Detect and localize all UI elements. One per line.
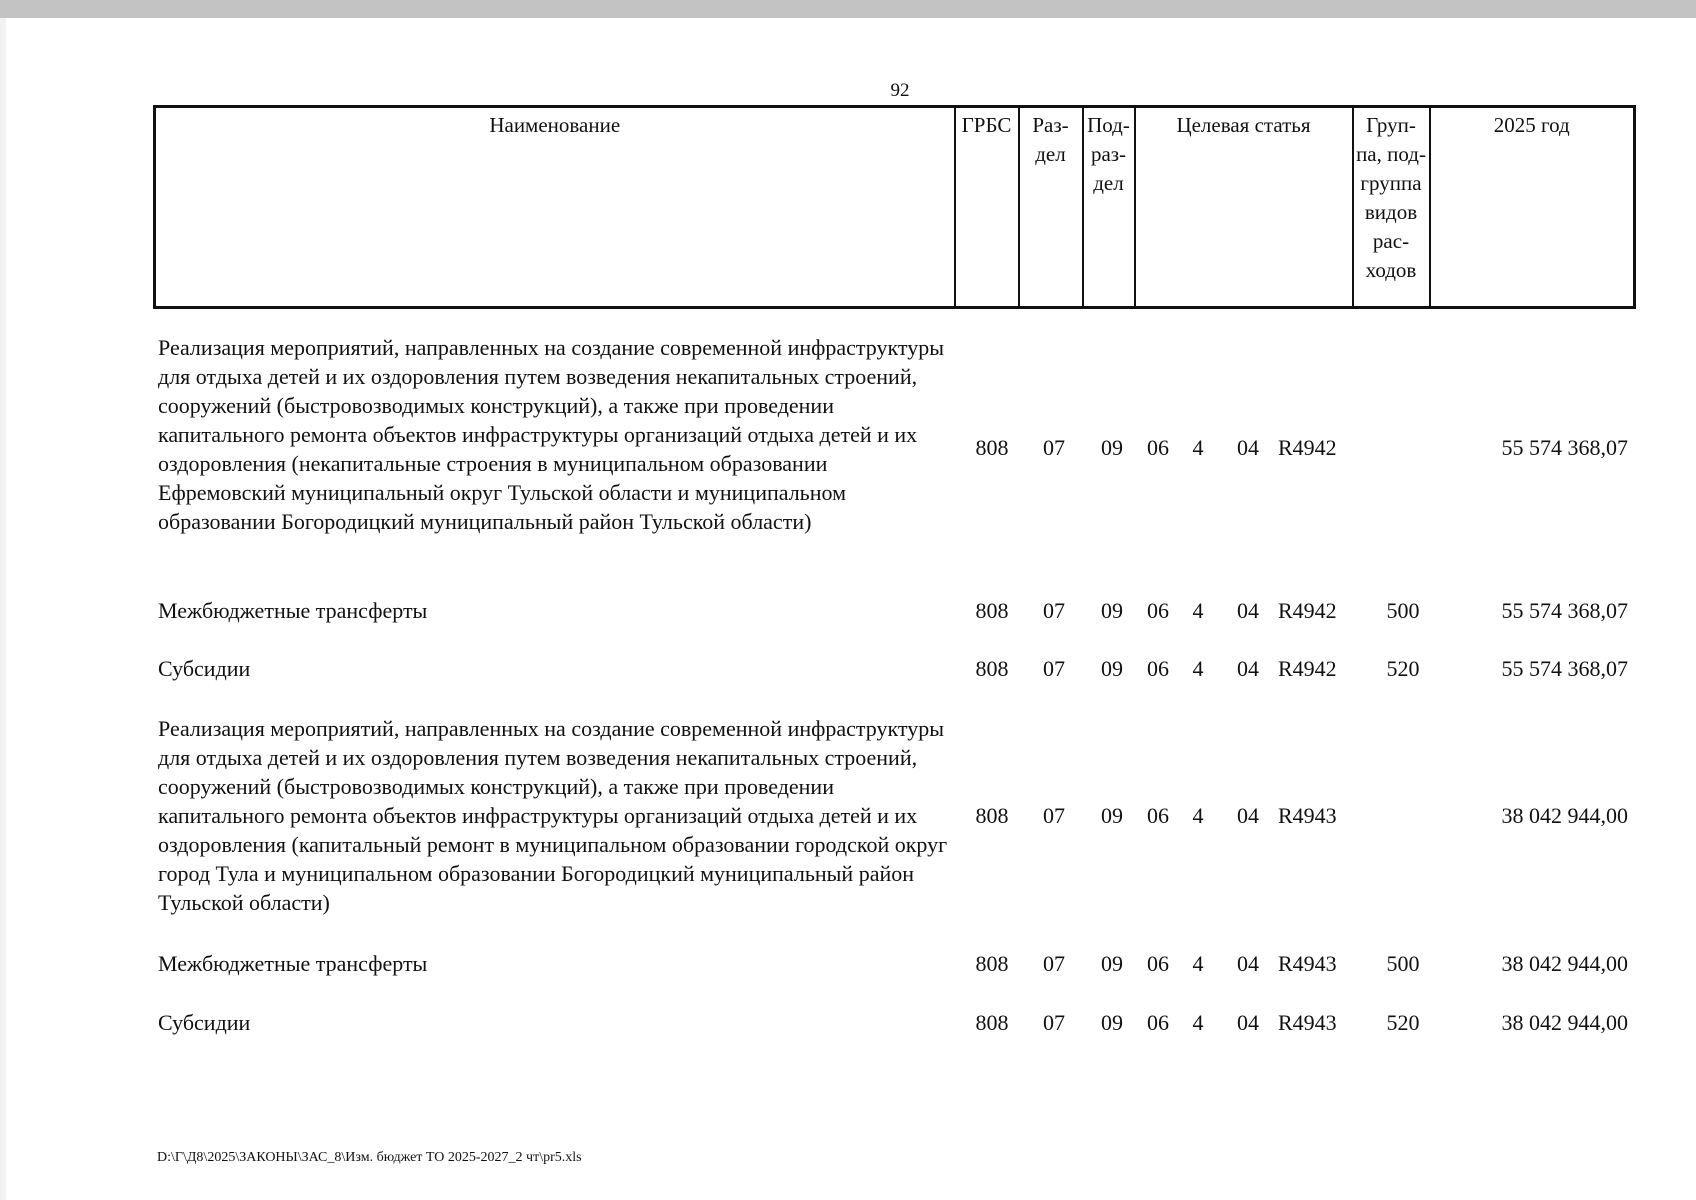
row-target-4: R4942 [1278, 656, 1337, 681]
row-target-4: R4942 [1278, 435, 1337, 460]
row-target-1: 06 [1147, 803, 1169, 828]
row-group: 500 [1386, 951, 1420, 976]
row-target-3: 04 [1237, 1010, 1259, 1035]
header-grbs: ГРБС [955, 107, 1019, 308]
row-sum: 55 574 368,07 [1501, 656, 1628, 681]
row-podrazdel: 09 [1101, 656, 1123, 681]
row-grbs: 808 [975, 951, 1009, 976]
row-target-3: 04 [1237, 435, 1259, 460]
row-sum: 38 042 944,00 [1501, 951, 1628, 976]
row-target-3: 04 [1237, 951, 1259, 976]
row-razdel: 07 [1043, 598, 1065, 623]
row-podrazdel: 09 [1101, 1010, 1123, 1035]
row-target-2: 4 [1192, 435, 1204, 460]
row-name: Реализация мероприятий, направленных на создание современной инфраструктуры для отдыха детей и их оздоровления путем возведения некапитальных строений, сооружений (быстровозводимых конструкций), а также при проведении капитального ремонта объектов инфраструктуры организаций отдыха детей и их оздоровления (некапитальные строения в муниципальном образовании Ефремовский муниципальный округ Тульской области и муниципальном образовании Богородицкий муниципальный район Тульской области) [158, 335, 944, 534]
row-razdel: 07 [1043, 656, 1065, 681]
row-group: 520 [1386, 656, 1420, 681]
row-sum: 38 042 944,00 [1501, 1010, 1628, 1035]
row-razdel: 07 [1043, 803, 1065, 828]
row-target-2: 4 [1192, 598, 1204, 623]
header-podrazdel: Под-раз-дел [1083, 107, 1135, 308]
row-group: 500 [1386, 598, 1420, 623]
row-name: Межбюджетные трансферты [158, 951, 428, 976]
row-grbs: 808 [975, 598, 1009, 623]
row-podrazdel: 09 [1101, 951, 1123, 976]
header-razdel: Раз-дел [1019, 107, 1083, 308]
file-path-footer: D:\Г\Д8\2025\ЗАКОНЫ\ЗАС_8\Изм. бюджет ТО 2025-2027_2 чт\pr5.xls [157, 1150, 582, 1165]
row-target-2: 4 [1192, 951, 1204, 976]
row-podrazdel: 09 [1101, 803, 1123, 828]
row-grbs: 808 [975, 1010, 1009, 1035]
row-name: Реализация мероприятий, направленных на создание современной инфраструктуры для отдыха детей и их оздоровления путем возведения некапитальных строений, сооружений (быстровозводимых конструкций), а также при проведении капитального ремонта объектов инфраструктуры организаций отдыха детей и их оздоровления (капитальный ремонт в муниципальном образовании городской округ город Тула и муниципальном образовании Богородицкий муниципальный район Тульской области) [158, 716, 948, 915]
row-target-2: 4 [1192, 803, 1204, 828]
row-sum: 55 574 368,07 [1501, 435, 1628, 460]
row-grbs: 808 [975, 803, 1009, 828]
row-target-2: 4 [1192, 1010, 1204, 1035]
row-name: Межбюджетные трансферты [158, 598, 428, 623]
row-podrazdel: 09 [1101, 435, 1123, 460]
row-target-1: 06 [1147, 951, 1169, 976]
row-target-2: 4 [1192, 656, 1204, 681]
row-name: Субсидии [158, 1010, 251, 1035]
row-target-3: 04 [1237, 656, 1259, 681]
header-target: Целевая статья [1135, 107, 1353, 308]
row-target-3: 04 [1237, 803, 1259, 828]
row-grbs: 808 [975, 435, 1009, 460]
row-grbs: 808 [975, 656, 1009, 681]
row-sum: 38 042 944,00 [1501, 803, 1628, 828]
row-target-4: R4943 [1278, 1010, 1337, 1035]
row-target-1: 06 [1147, 1010, 1169, 1035]
row-target-4: R4943 [1278, 951, 1337, 976]
row-target-4: R4942 [1278, 598, 1337, 623]
header-group: Груп-па, под-группа видов рас-ходов [1353, 107, 1430, 308]
row-sum: 55 574 368,07 [1501, 598, 1628, 623]
page-number: 92 [890, 80, 910, 101]
column-header-table [153, 105, 1636, 309]
row-name: Субсидии [158, 656, 251, 681]
row-razdel: 07 [1043, 951, 1065, 976]
row-target-3: 04 [1237, 598, 1259, 623]
row-target-4: R4943 [1278, 803, 1337, 828]
row-target-1: 06 [1147, 656, 1169, 681]
header-name: Наименование [155, 107, 955, 308]
row-razdel: 07 [1043, 1010, 1065, 1035]
row-podrazdel: 09 [1101, 598, 1123, 623]
top-scroll-bar [0, 0, 1696, 18]
header-year: 2025 год [1430, 107, 1635, 308]
row-razdel: 07 [1043, 435, 1065, 460]
row-target-1: 06 [1147, 435, 1169, 460]
row-group: 520 [1386, 1010, 1420, 1035]
row-target-1: 06 [1147, 598, 1169, 623]
